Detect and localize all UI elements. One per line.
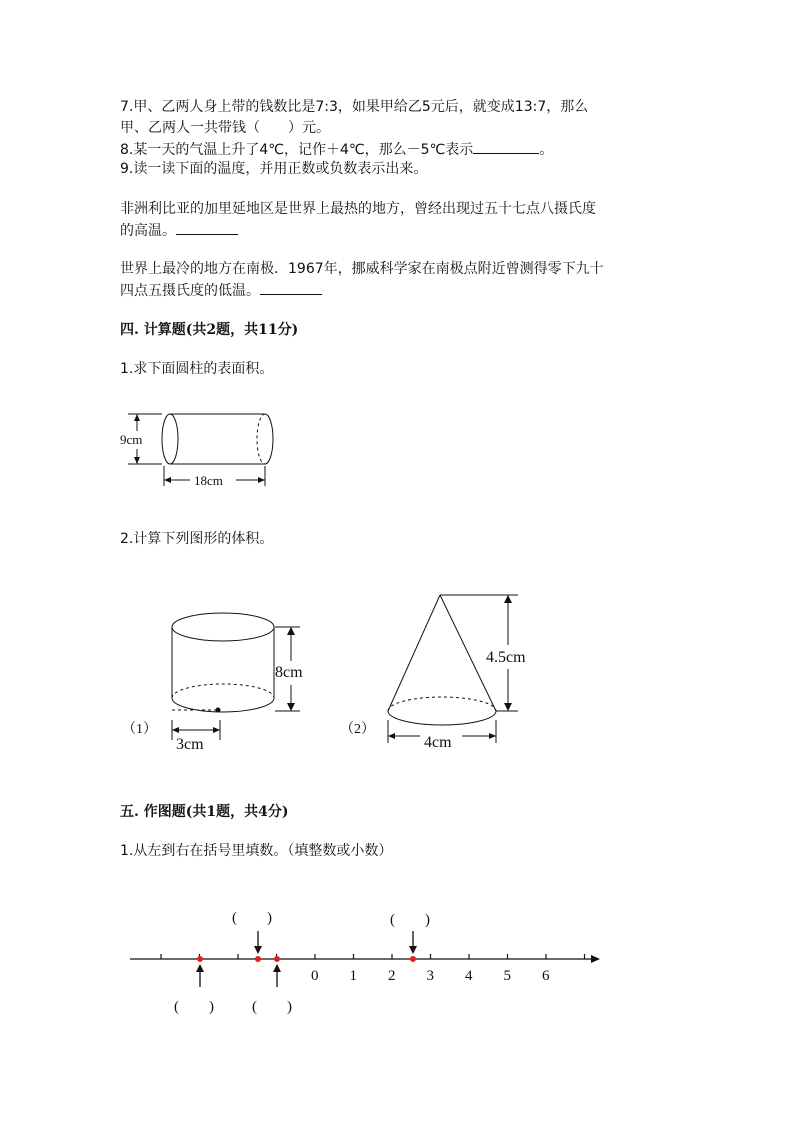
s4q1-text: 1.求下面圆柱的表面积。 bbox=[120, 361, 274, 377]
section4-title: 四. 计算题(共2题，共11分) bbox=[120, 322, 299, 338]
q7-line1: 7.甲、乙两人身上带的钱数比是7:3，如果甲给乙5元后，就变成13:7，那么 bbox=[120, 99, 589, 115]
tick-label: 3 bbox=[426, 968, 434, 984]
section5-title: 五. 作图题(共1题，共4分) bbox=[120, 804, 289, 820]
p2-line2-text: 四点五摄氏度的低温。 bbox=[120, 283, 260, 299]
answer-blank[interactable] bbox=[473, 139, 539, 154]
cylinder-diagram bbox=[118, 404, 288, 494]
q8 bbox=[120, 139, 553, 160]
fig1-label: （1） bbox=[122, 722, 157, 737]
s4q2-text: 2.计算下列图形的体积。 bbox=[120, 531, 274, 547]
tick-label: 5 bbox=[503, 968, 511, 984]
cone-diameter-label: 4cm bbox=[424, 734, 452, 751]
q9: 9.读一读下面的温度，并用正数或负数表示出来。 bbox=[120, 161, 428, 177]
p1-line2-text: 的高温。 bbox=[120, 223, 176, 239]
volume-diagrams bbox=[110, 585, 550, 760]
p2-line2 bbox=[120, 280, 322, 301]
point-marker bbox=[197, 956, 203, 962]
tick-label: 0 bbox=[311, 968, 319, 984]
tick-label: 6 bbox=[542, 968, 550, 984]
bracket-top[interactable]: ( ) bbox=[232, 910, 272, 926]
bracket-bottom[interactable]: ( ) bbox=[174, 999, 214, 1015]
p2-line1: 世界上最冷的地方在南极．1967年，挪威科学家在南极点附近曾测得零下九十 bbox=[120, 261, 604, 277]
bracket-bottom[interactable]: ( ) bbox=[252, 999, 292, 1015]
cone-height-label: 4.5cm bbox=[486, 649, 526, 666]
s5q1-text: 1.从左到右在括号里填数。（填整数或小数） bbox=[120, 843, 393, 859]
q7-line2: 甲、乙两人一共带钱（ ）元。 bbox=[120, 120, 330, 136]
point-marker bbox=[274, 956, 280, 962]
answer-blank[interactable] bbox=[260, 280, 322, 295]
diameter-label: 9cm bbox=[120, 432, 143, 447]
p1-line1: 非洲利比亚的加里延地区是世界上最热的地方，曾经出现过五十七点八摄氏度 bbox=[120, 201, 596, 217]
length-label: 18cm bbox=[194, 473, 223, 488]
bracket-top[interactable]: ( ) bbox=[390, 912, 430, 928]
fig2-label: （2） bbox=[340, 722, 375, 737]
point-marker bbox=[410, 956, 416, 962]
point-marker bbox=[255, 956, 261, 962]
tick-label: 4 bbox=[465, 968, 473, 984]
p1-line2 bbox=[120, 220, 238, 241]
cyl-radius-label: 3cm bbox=[176, 736, 204, 753]
tick-label: 2 bbox=[388, 968, 396, 984]
cyl-height-label: 8cm bbox=[275, 664, 303, 681]
q8-text: 8.某一天的气温上升了4℃，记作＋4℃，那么－5℃表示 bbox=[120, 142, 474, 158]
answer-blank[interactable] bbox=[176, 220, 238, 235]
tick-label: 1 bbox=[349, 968, 357, 984]
number-line bbox=[120, 900, 610, 1020]
q8-end: 。 bbox=[539, 142, 554, 158]
